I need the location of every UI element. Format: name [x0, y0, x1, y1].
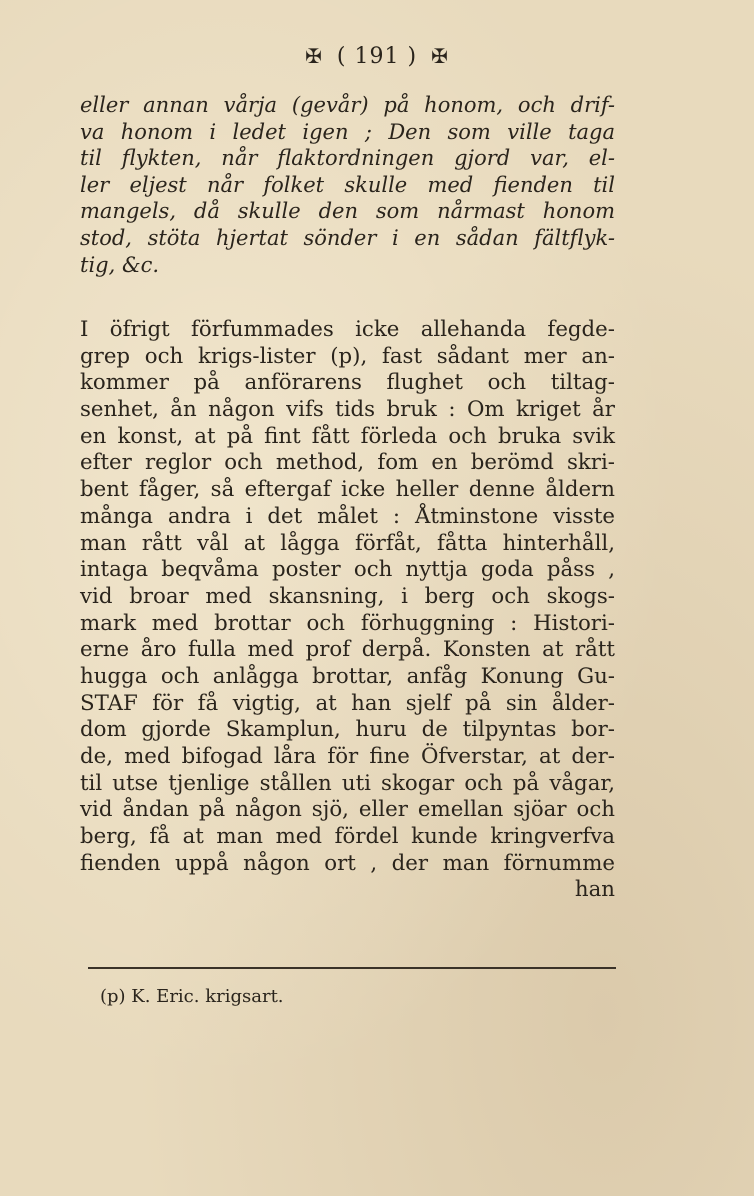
text-line: efter reglor och method, fom en berömd skri- [80, 450, 615, 476]
text-line: de, med bifogad låra för fine Öfverstar, at der- [80, 744, 615, 769]
text-line: kommer på anförarens flughet och tiltag- [80, 370, 615, 396]
text-line: vid broar med skansning, i berg och skogs- [80, 583, 615, 609]
text-line: ler eljest når folket skulle med fienden til [80, 172, 615, 197]
text-line: vid åndan på någon sjö, eller emellan sjöar och [80, 797, 615, 823]
page-number: ( 191 ) [336, 44, 418, 69]
text-line: til flykten, når flaktordningen gjord var, el- [80, 146, 615, 171]
body-paragraph [80, 317, 615, 904]
page-header [0, 44, 754, 69]
ornament-icon-right: ✠ [431, 44, 449, 68]
text-line: dom gjorde Skamplun, huru de tilpyntas bor- [80, 717, 615, 743]
text-line: senhet, ån någon vifs tids bruk : Om kriget år [80, 397, 615, 423]
footnote-rule [88, 967, 616, 969]
text-line: fienden uppå någon ort , der man förnumme [80, 850, 615, 876]
ornament-icon-left: ✠ [305, 44, 323, 68]
text-line: stod, stöta hjertat sönder i en sådan fältflyk- [80, 225, 615, 250]
text-line: berg, få at man med fördel kunde kringverfva [80, 824, 615, 850]
text-line: I öfrigt förfummades icke allehanda fegde- [80, 317, 615, 342]
text-line: man rått vål at lågga förfåt, fåtta hinterhåll, [80, 530, 615, 556]
text-line: STAF för få vigtig, at han sjelf på sin ålder- [80, 690, 615, 716]
text-line: mark med brottar och förhuggning : Histori- [80, 610, 615, 636]
text-line: tig, &c. [80, 252, 160, 277]
quoted-passage [80, 92, 615, 278]
text-line: grep och krigs-lister (p), fast sådant mer an- [80, 343, 615, 369]
text-line: til utse tjenlige stållen uti skogar och på vågar, [80, 770, 615, 796]
text-line: många andra i det målet : Åtminstone visste [80, 503, 615, 529]
text-line: bent fåger, så eftergaf icke heller denne åldern [80, 477, 615, 503]
text-line: mangels, då skulle den som nårmast honom [80, 199, 615, 224]
text-line: hugga och anlågga brottar, anfåg Konung Gu- [80, 663, 615, 689]
footnote: (p) K. Eric. krigsart. [100, 986, 284, 1007]
text-line: en konst, at på fint fått förleda och bruka svik [80, 423, 615, 449]
text-line: erne åro fulla med prof derpå. Konsten at rått [80, 637, 615, 663]
text-line: intaga beqvåma poster och nyttja goda påss , [80, 557, 615, 583]
text-line: va honom i ledet igen ; Den som ville taga [80, 119, 615, 144]
catchword: han [574, 877, 615, 903]
text-line: eller annan vårja (gevår) på honom, och drif- [80, 93, 615, 117]
